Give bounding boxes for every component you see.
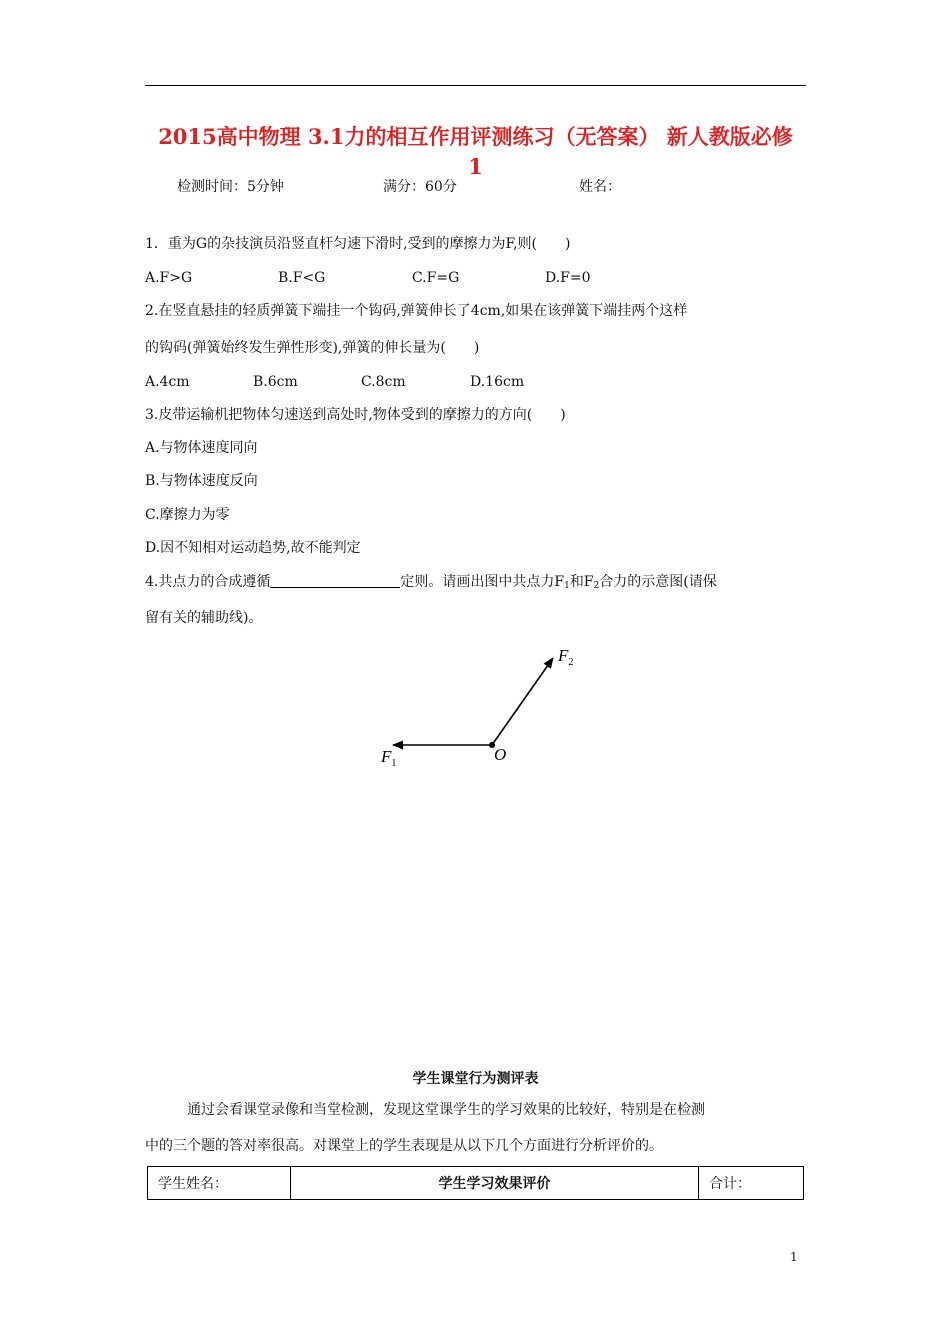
meta-score: 满分：60分 — [383, 179, 457, 195]
question-2-option-d: D.16cm — [470, 374, 525, 390]
question-2-stem-line-2: 的钩码(弹簧始终发生弹性形变),弹簧的伸长量为( ) — [145, 340, 480, 356]
question-1-option-a: A.F>G — [145, 270, 193, 286]
question-2-option-a: A.4cm — [145, 374, 190, 390]
question-4-text-b: 定则。请画出图中共点力F — [400, 574, 565, 590]
question-1-option-d: D.F=0 — [545, 270, 591, 286]
question-4-stem-line-2: 留有关的辅助线)。 — [145, 610, 263, 626]
answer-blank — [270, 573, 400, 588]
force-f2-vector — [492, 658, 553, 745]
question-4-sub-2: 2 — [593, 581, 600, 591]
question-3-option-b: B.与物体速度反向 — [145, 473, 258, 489]
question-3-stem: 3.皮带运输机把物体匀速送到高处时,物体受到的摩擦力的方向( ) — [145, 407, 566, 423]
question-3-option-d: D.因不知相对运动趋势,故不能判定 — [145, 540, 361, 556]
label-f2: $F_2$ — [558, 646, 574, 668]
title-line-1: 2015高中物理 3.1力的相互作用评测练习（无答案） 新人教版必修 — [158, 124, 793, 149]
table-row — [148, 1167, 804, 1200]
eval-heading: 学生课堂行为测评表 — [412, 1071, 539, 1087]
question-2-option-b: B.6cm — [253, 374, 298, 390]
question-3-option-c: C.摩擦力为零 — [145, 507, 230, 523]
question-4-text-c: 和F — [569, 574, 594, 590]
eval-table — [147, 1166, 804, 1200]
eval-paragraph-line-2: 中的三个题的答对率很高。对课堂上的学生表现是从以下几个方面进行分析评价的。 — [145, 1138, 663, 1154]
meta-name: 姓名： — [579, 179, 621, 195]
eval-paragraph-line-1: 通过会看课堂录像和当堂检测，发现这堂课学生的学习效果的比较好，特别是在检测 — [187, 1102, 705, 1118]
label-f1: $F_1$ — [381, 747, 397, 769]
question-3-option-a: A.与物体速度同向 — [145, 440, 258, 456]
question-4-stem-line-1 — [145, 572, 717, 596]
meta-time: 检测时间：5分钟 — [177, 179, 284, 195]
header-rule — [145, 85, 806, 86]
title-line-2: 1 — [468, 154, 483, 179]
question-1-option-c: C.F=G — [412, 270, 460, 286]
force-diagram — [370, 640, 590, 775]
effect-eval-cell: 学生学习效果评价 — [291, 1167, 699, 1200]
question-4-text-a: 4.共点力的合成遵循 — [145, 574, 271, 590]
question-4-sub-1: 1 — [564, 581, 570, 591]
question-2-stem-line-1: 2.在竖直悬挂的轻质弹簧下端挂一个钩码,弹簧伸长了4cm,如果在该弹簧下端挂两个这样 — [145, 303, 688, 319]
question-4-text-d: 合力的示意图(请保 — [599, 574, 717, 590]
page-number: 1 — [790, 1250, 798, 1264]
label-o: O — [494, 745, 507, 764]
question-1-stem: 1．重为G的杂技演员沿竖直杆匀速下滑时,受到的摩擦力为F,则( ) — [145, 236, 571, 252]
question-2-option-c: C.8cm — [361, 374, 406, 390]
document-title — [145, 122, 806, 182]
student-name-cell: 学生姓名： — [148, 1167, 291, 1200]
question-1-option-b: B.F<G — [278, 270, 326, 286]
total-cell: 合计： — [699, 1167, 804, 1200]
